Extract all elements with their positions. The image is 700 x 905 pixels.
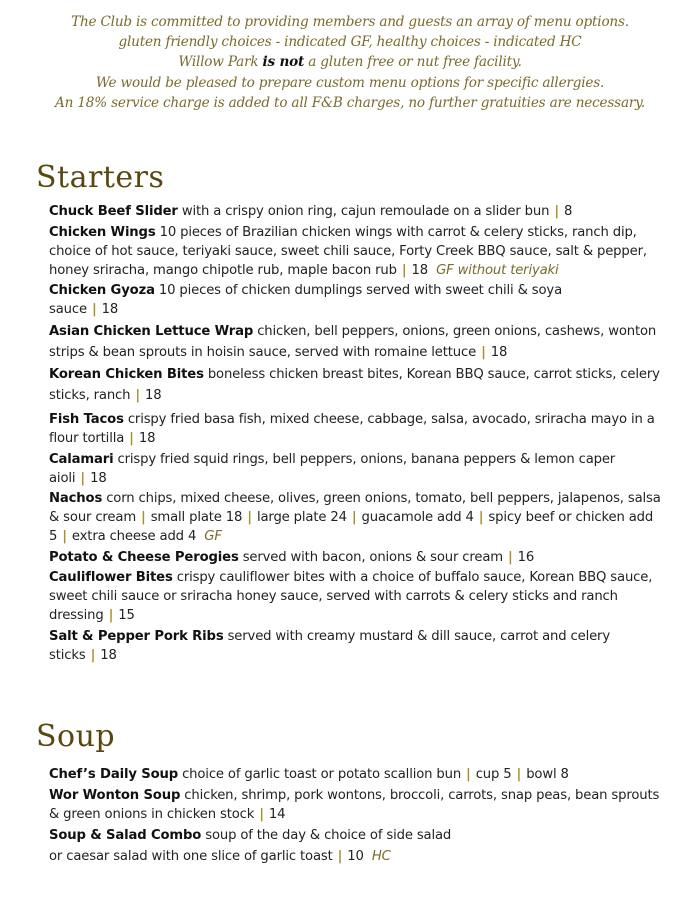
separator: | — [466, 767, 471, 782]
menu-item — [49, 765, 669, 784]
separator: | — [554, 204, 559, 219]
item-price: 18 — [145, 388, 162, 403]
intro-notice — [20, 12, 680, 113]
item-description: crispy fried squid rings, bell peppers, onions, banana peppers & lemon caper aioli — [49, 451, 616, 486]
item-price: 18 — [411, 262, 428, 278]
item-line — [49, 846, 669, 867]
intro-emphasis: is not — [262, 54, 305, 71]
item-name: Salt & Pepper Pork Ribs — [49, 628, 224, 644]
item-price: 18 — [100, 647, 117, 663]
item-price: 18 — [138, 431, 156, 446]
item-description: choice of garlic toast or potato scallion bun — [178, 767, 462, 782]
item-name: Chuck Beef Slider — [49, 204, 178, 219]
item-price: 18 — [101, 302, 119, 317]
separator: | — [351, 510, 357, 525]
separator: | — [129, 431, 134, 446]
menu-item — [49, 281, 609, 319]
item-price: 15 — [118, 608, 135, 623]
item-price: 8 — [564, 204, 573, 219]
separator: | — [90, 647, 96, 663]
item-name: Fish Tacos — [49, 412, 124, 427]
intro-line: An 18% service charge is added to all F&B charges, no further gratuities are necessary. — [55, 94, 645, 111]
menu-item — [49, 223, 669, 280]
item-description: boneless chicken breast bites, Korean BBQ sauce, carrot sticks, celery sticks, ranch — [49, 367, 660, 403]
item-description: chicken, shrimp, pork wontons, broccoli, carrots, snap peas, bean sprouts & green onions in chicken stock — [49, 787, 660, 822]
item-option: cup 5 — [475, 767, 512, 782]
item-name: Asian Chicken Lettuce Wrap — [49, 323, 254, 339]
item-name: Nachos — [49, 491, 103, 506]
separator: | — [481, 344, 486, 360]
item-description: corn chips, mixed cheese, olives, green onions, tomato, bell peppers, jalapenos, salsa & sour cream — [49, 491, 661, 525]
item-description: 10 pieces of chicken dumplings served with sweet chili & soya sauce — [49, 283, 563, 317]
separator: | — [478, 510, 484, 525]
item-name: Wor Wonton Soup — [49, 787, 181, 803]
separator: | — [507, 549, 513, 565]
intro-text: a gluten free or nut free facility. — [304, 54, 522, 71]
item-description: 10 pieces of Brazilian chicken wings with carrot & celery sticks, ranch dip, choice of hot sauce, teriyaki sauce, sweet chili sauce, Forty Creek BBQ sauce, salt & pepper, honey sriracha, mango chipotle rub, maple bacon rub — [49, 224, 647, 278]
menu-item — [49, 364, 669, 406]
item-tag: HC — [371, 849, 391, 864]
item-line — [49, 825, 669, 846]
intro-text: Willow Park — [178, 54, 263, 71]
item-description: served with bacon, onions & sour cream — [238, 549, 503, 565]
item-description: crispy cauliflower bites with a choice of buffalo sauce, Korean BBQ sauce, sweet chili sauce or sriracha honey sauce, served with carrots & celery sticks and ranch dressing — [49, 570, 653, 623]
item-description: crispy fried basa fish, mixed cheese, cabbage, salsa, avocado, sriracha mayo in a flour tortilla — [49, 412, 655, 446]
item-name: Chicken Gyoza — [49, 283, 155, 298]
menu-item — [49, 568, 669, 625]
item-option: extra cheese add 4 — [71, 529, 197, 544]
separator: | — [141, 510, 146, 525]
menu-item — [49, 627, 649, 665]
starters-list — [49, 202, 669, 666]
item-name: Chef’s Daily Soup — [49, 767, 179, 782]
soup-heading: Soup — [36, 719, 116, 754]
intro-line: The Club is committed to providing members and guests an array of menu options. — [71, 14, 629, 30]
item-option: bowl 8 — [526, 767, 569, 782]
separator: | — [516, 767, 522, 782]
item-name: Korean Chicken Bites — [49, 367, 204, 382]
menu-item — [49, 450, 669, 488]
item-price: 14 — [268, 806, 286, 822]
item-price: 18 — [90, 470, 107, 486]
separator: | — [337, 849, 343, 864]
item-tag: GF — [204, 529, 222, 544]
separator: | — [259, 806, 264, 822]
separator: | — [135, 388, 141, 403]
menu-item — [49, 410, 669, 448]
item-description: soup of the day & choice of side salad — [201, 828, 452, 843]
item-option: large plate 24 — [256, 510, 347, 525]
item-description: served with creamy mustard & dill sauce, carrot and celery sticks — [49, 628, 610, 663]
starters-heading: Starters — [36, 160, 165, 195]
separator: | — [108, 608, 114, 623]
item-name: Cauliflower Bites — [49, 570, 173, 585]
item-name: Chicken Wings — [49, 224, 156, 240]
item-description: with a crispy onion ring, cajun remoulade on a slider bun — [177, 204, 550, 219]
separator: | — [401, 262, 407, 278]
item-tag: GF without teriyaki — [436, 262, 559, 278]
menu-item — [49, 548, 669, 567]
item-name: Soup & Salad Combo — [49, 828, 202, 843]
separator: | — [80, 470, 86, 486]
menu-item — [49, 321, 669, 363]
item-price: 10 — [347, 849, 364, 864]
item-option: guacamole add 4 — [361, 510, 474, 525]
soup-list — [49, 765, 669, 869]
item-description: or caesar salad with one slice of garlic toast — [49, 849, 333, 864]
item-option: spicy beef or chicken add 5 — [49, 510, 654, 544]
item-option: small plate 18 — [150, 510, 243, 525]
separator: | — [91, 302, 97, 317]
intro-line — [20, 52, 680, 72]
item-name: Calamari — [49, 451, 114, 467]
item-price: 18 — [490, 344, 508, 360]
intro-line: We would be pleased to prepare custom menu options for specific allergies. — [95, 74, 605, 91]
menu-item — [49, 489, 669, 546]
menu-item — [49, 202, 669, 221]
item-price: 16 — [517, 549, 535, 565]
menu-item — [49, 825, 669, 867]
separator: | — [62, 529, 67, 544]
menu-item — [49, 786, 669, 824]
intro-line: gluten friendly choices - indicated GF, healthy choices - indicated HC — [118, 34, 582, 51]
separator: | — [247, 510, 252, 525]
item-description: chicken, bell peppers, onions, green onions, cashews, wonton strips & bean sprouts in hoisin sauce, served with romaine lettuce — [49, 323, 657, 360]
item-name: Potato & Cheese Perogies — [49, 549, 239, 565]
